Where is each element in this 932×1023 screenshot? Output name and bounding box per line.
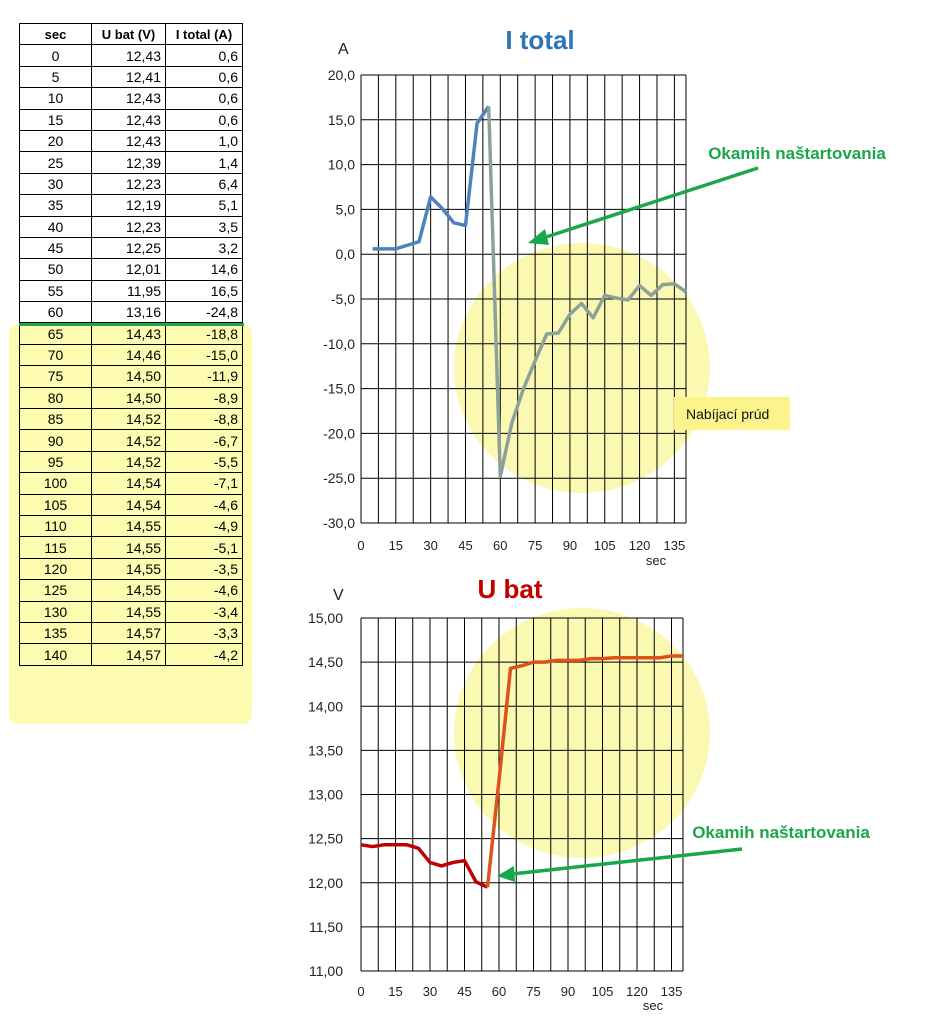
x-tick-label: 0 (357, 538, 365, 553)
cell-u-bat: 12,23 (92, 216, 166, 237)
x-axis-label: sec (645, 553, 667, 568)
cell-u-bat: 12,43 (92, 88, 166, 109)
cell-u-bat: 12,19 (92, 195, 166, 216)
x-tick-label: 105 (593, 538, 616, 553)
cell-u-bat: 14,43 (92, 323, 166, 344)
x-tick-label: 0 (357, 984, 365, 999)
cell-i-total: -7,1 (166, 473, 243, 494)
x-tick-label: 60 (491, 984, 507, 999)
y-tick-label: 5,0 (335, 201, 355, 218)
x-tick-label: 30 (422, 984, 438, 999)
cell-u-bat: 14,46 (92, 344, 166, 365)
cell-u-bat: 14,55 (92, 537, 166, 558)
y-tick-label: 13,50 (307, 742, 343, 759)
cell-sec: 115 (20, 537, 92, 558)
y-tick-label: 20,0 (327, 67, 355, 83)
cell-i-total: -11,9 (166, 366, 243, 387)
cell-sec: 80 (20, 387, 92, 408)
cell-u-bat: 14,50 (92, 387, 166, 408)
cell-i-total: -8,9 (166, 387, 243, 408)
header-i-total: I total (A) (166, 24, 243, 45)
cell-u-bat: 12,39 (92, 152, 166, 173)
x-axis-label: sec (642, 998, 664, 1013)
cell-sec: 85 (20, 409, 92, 430)
cell-i-total: -18,8 (166, 323, 243, 344)
cell-sec: 90 (20, 430, 92, 451)
x-tick-label: 75 (526, 984, 541, 999)
series-line-before-start (361, 845, 488, 887)
cell-i-total: -4,9 (166, 515, 243, 536)
chart-title: I total (505, 25, 575, 55)
cell-sec: 10 (20, 88, 92, 109)
cell-i-total: 1,4 (166, 152, 243, 173)
cell-sec: 40 (20, 216, 92, 237)
cell-sec: 30 (20, 173, 92, 194)
y-tick-label: 14,00 (307, 698, 343, 715)
y-tick-label: 11,00 (309, 963, 343, 979)
cell-i-total: 0,6 (166, 66, 243, 87)
x-tick-label: 135 (660, 984, 683, 999)
cell-i-total: -15,0 (166, 344, 243, 365)
cell-sec: 75 (20, 366, 92, 387)
y-tick-label: 15,0 (327, 111, 355, 128)
cell-i-total: -3,5 (166, 558, 243, 579)
cell-sec: 95 (20, 451, 92, 472)
x-tick-label: 120 (626, 984, 648, 999)
cell-u-bat: 14,52 (92, 451, 166, 472)
cell-u-bat: 14,55 (92, 515, 166, 536)
y-tick-label: 13,00 (307, 786, 343, 803)
header-u-bat: U bat (V) (92, 24, 166, 45)
cell-sec: 55 (20, 280, 92, 301)
cell-u-bat: 14,52 (92, 430, 166, 451)
x-tick-label: 120 (628, 538, 651, 553)
y-tick-label: -15,0 (323, 380, 355, 397)
x-tick-label: 90 (562, 538, 578, 553)
cell-i-total: 3,5 (166, 216, 243, 237)
cell-i-total: 6,4 (166, 173, 243, 194)
x-tick-label: 75 (527, 538, 543, 553)
cell-sec: 50 (20, 259, 92, 280)
cell-sec: 60 (20, 302, 92, 323)
cell-u-bat: 12,43 (92, 109, 166, 130)
cell-u-bat: 14,50 (92, 366, 166, 387)
cell-i-total: 0,6 (166, 88, 243, 109)
cell-sec: 35 (20, 195, 92, 216)
y-tick-label: -30,0 (323, 515, 355, 531)
cell-u-bat: 12,43 (92, 45, 166, 66)
cell-sec: 20 (20, 130, 92, 151)
cell-i-total: -8,8 (166, 409, 243, 430)
annotation-start-arrowhead (528, 229, 549, 245)
y-axis-label: A (338, 41, 349, 58)
cell-i-total: -3,3 (166, 622, 243, 643)
annotation-start-arrow (540, 168, 758, 239)
cell-u-bat: 12,25 (92, 237, 166, 258)
cell-u-bat: 14,57 (92, 644, 166, 665)
y-tick-label: -25,0 (323, 470, 355, 487)
cell-u-bat: 14,54 (92, 473, 166, 494)
x-tick-label: 45 (457, 984, 472, 999)
x-tick-label: 105 (591, 984, 614, 999)
cell-i-total: 5,1 (166, 195, 243, 216)
x-tick-label: 15 (388, 984, 403, 999)
cell-i-total: -5,5 (166, 451, 243, 472)
chart-title: U bat (477, 574, 543, 604)
cell-u-bat: 12,23 (92, 173, 166, 194)
y-tick-label: 14,50 (307, 654, 343, 671)
cell-i-total: -3,4 (166, 601, 243, 622)
x-tick-label: 90 (560, 984, 576, 999)
cell-u-bat: 14,54 (92, 494, 166, 515)
cell-i-total: -6,7 (166, 430, 243, 451)
cell-sec: 125 (20, 580, 92, 601)
x-tick-label: 30 (423, 538, 438, 553)
y-tick-label: -10,0 (323, 335, 355, 352)
cell-i-total: 1,0 (166, 130, 243, 151)
cell-sec: 100 (20, 473, 92, 494)
cell-sec: 120 (20, 558, 92, 579)
y-tick-label: 0,0 (335, 246, 355, 263)
cell-i-total: 16,5 (166, 280, 243, 301)
x-tick-label: 15 (388, 538, 404, 553)
cell-i-total: -4,6 (166, 494, 243, 515)
cell-sec: 5 (20, 66, 92, 87)
cell-sec: 15 (20, 109, 92, 130)
cell-u-bat: 12,41 (92, 66, 166, 87)
cell-u-bat: 13,16 (92, 302, 166, 323)
cell-i-total: 3,2 (166, 237, 243, 258)
cell-sec: 45 (20, 237, 92, 258)
cell-u-bat: 14,55 (92, 601, 166, 622)
cell-sec: 110 (20, 515, 92, 536)
cell-sec: 135 (20, 622, 92, 643)
cell-u-bat: 14,55 (92, 558, 166, 579)
cell-i-total: 0,6 (166, 45, 243, 66)
y-tick-label: -20,0 (323, 425, 355, 442)
annotation-start-label: Okamih naštartovania (708, 144, 886, 163)
cell-i-total: -5,1 (166, 537, 243, 558)
annotation-charging-label: Nabíjací prúd (686, 406, 770, 422)
y-axis-label: V (333, 587, 344, 604)
cell-u-bat: 14,55 (92, 580, 166, 601)
cell-i-total: 14,6 (166, 259, 243, 280)
cell-u-bat: 12,43 (92, 130, 166, 151)
cell-i-total: -4,2 (166, 644, 243, 665)
cell-i-total: -24,8 (166, 302, 243, 323)
cell-u-bat: 14,52 (92, 409, 166, 430)
annotation-start-label: Okamih naštartovania (692, 823, 870, 842)
cell-sec: 25 (20, 152, 92, 173)
cell-i-total: -4,6 (166, 580, 243, 601)
y-tick-label: 15,00 (307, 610, 343, 626)
y-tick-label: 12,00 (307, 874, 343, 891)
cell-sec: 105 (20, 494, 92, 515)
y-tick-label: -5,0 (330, 291, 355, 307)
cell-i-total: 0,6 (166, 109, 243, 130)
cell-u-bat: 12,01 (92, 259, 166, 280)
cell-u-bat: 14,57 (92, 622, 166, 643)
y-tick-label: 10,0 (327, 156, 355, 173)
header-sec: sec (20, 24, 92, 45)
y-tick-label: 12,50 (307, 830, 343, 847)
y-tick-label: 11,50 (309, 918, 343, 935)
cell-sec: 0 (20, 45, 92, 66)
x-tick-label: 45 (458, 538, 473, 553)
cell-sec: 140 (20, 644, 92, 665)
cell-sec: 130 (20, 601, 92, 622)
cell-sec: 65 (20, 323, 92, 344)
cell-u-bat: 11,95 (92, 280, 166, 301)
x-tick-label: 135 (663, 538, 686, 553)
annotation-start-arrowhead (497, 866, 515, 882)
x-tick-label: 60 (493, 538, 508, 553)
cell-sec: 70 (20, 344, 92, 365)
